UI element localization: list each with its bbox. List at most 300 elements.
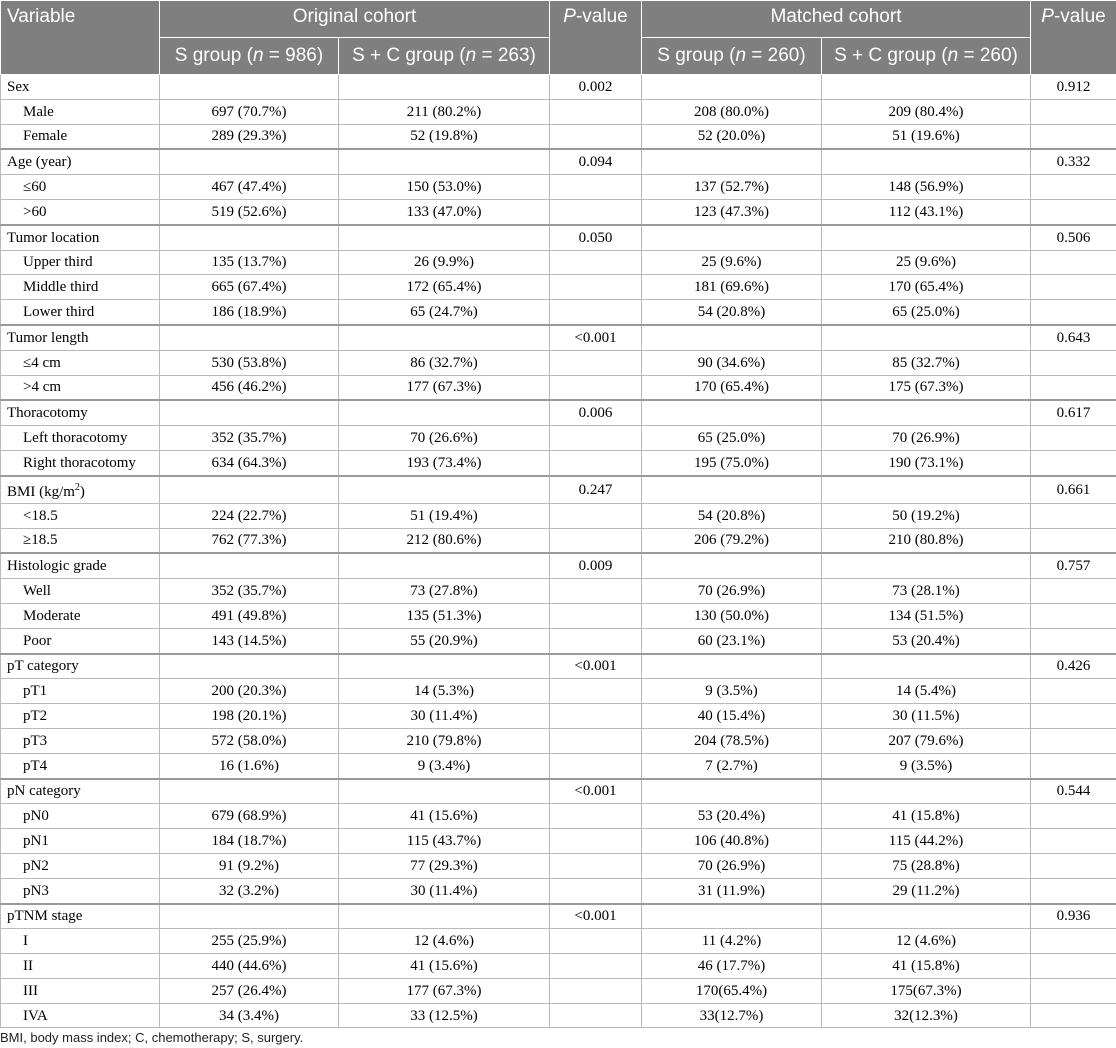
matched-s-cell: 123 (47.3%): [642, 199, 822, 224]
row-label: II: [1, 954, 160, 979]
original-s-cell: 289 (29.3%): [160, 124, 339, 149]
header-matched-cohort: Matched cohort: [642, 1, 1031, 38]
matched-s-cell: 33(12.7%): [642, 1003, 822, 1028]
original-sc-cell: [339, 400, 550, 425]
original-sc-cell: [339, 476, 550, 504]
row-label: Thoracotomy: [1, 400, 160, 425]
original-p-value: [550, 375, 642, 400]
matched-p-value: 0.936: [1031, 904, 1116, 929]
row-label: Male: [1, 99, 160, 124]
table-row: [1, 728, 1116, 753]
row-label: pT3: [1, 728, 160, 753]
row-label: IVA: [1, 1003, 160, 1028]
matched-s-cell: 25 (9.6%): [642, 250, 822, 275]
original-p-value: [550, 853, 642, 878]
matched-sc-cell: 9 (3.5%): [822, 753, 1031, 778]
matched-sc-cell: 32(12.3%): [822, 1003, 1031, 1028]
original-p-value: 0.009: [550, 553, 642, 578]
matched-s-cell: 130 (50.0%): [642, 603, 822, 628]
matched-sc-cell: [822, 779, 1031, 804]
original-p-value: [550, 728, 642, 753]
matched-sc-cell: 209 (80.4%): [822, 99, 1031, 124]
matched-p-value: [1031, 753, 1116, 778]
matched-s-cell: 70 (26.9%): [642, 579, 822, 604]
matched-sc-cell: 25 (9.6%): [822, 250, 1031, 275]
original-sc-cell: 55 (20.9%): [339, 628, 550, 653]
matched-s-cell: 65 (25.0%): [642, 426, 822, 451]
original-s-cell: 519 (52.6%): [160, 199, 339, 224]
header-p-value-original: P-value: [550, 1, 642, 75]
table-row: [1, 679, 1116, 704]
header-matched-s-group: S group (n = 260): [642, 38, 822, 75]
matched-p-value: [1031, 603, 1116, 628]
matched-p-value: [1031, 124, 1116, 149]
matched-s-cell: 204 (78.5%): [642, 728, 822, 753]
row-label: Poor: [1, 628, 160, 653]
matched-p-value: [1031, 250, 1116, 275]
matched-s-cell: 70 (26.9%): [642, 853, 822, 878]
original-sc-cell: [339, 225, 550, 250]
matched-s-cell: 106 (40.8%): [642, 829, 822, 854]
row-label: Lower third: [1, 300, 160, 325]
table-group-row: [1, 553, 1116, 578]
table-row: [1, 350, 1116, 375]
original-s-cell: [160, 476, 339, 504]
original-sc-cell: [339, 654, 550, 679]
matched-sc-cell: 73 (28.1%): [822, 579, 1031, 604]
matched-sc-cell: [822, 553, 1031, 578]
original-s-cell: 184 (18.7%): [160, 829, 339, 854]
table-body: [1, 75, 1116, 1028]
table-row: [1, 275, 1116, 300]
row-label: pT category: [1, 654, 160, 679]
matched-s-cell: 195 (75.0%): [642, 450, 822, 475]
original-p-value: [550, 250, 642, 275]
matched-sc-cell: 175(67.3%): [822, 978, 1031, 1003]
original-sc-cell: [339, 779, 550, 804]
matched-s-cell: [642, 325, 822, 350]
matched-sc-cell: 85 (32.7%): [822, 350, 1031, 375]
original-s-cell: 255 (25.9%): [160, 929, 339, 954]
original-p-value: [550, 704, 642, 729]
table-row: [1, 929, 1116, 954]
original-sc-cell: [339, 553, 550, 578]
matched-s-cell: 206 (79.2%): [642, 528, 822, 553]
original-sc-cell: 211 (80.2%): [339, 99, 550, 124]
matched-s-cell: 9 (3.5%): [642, 679, 822, 704]
original-p-value: [550, 1003, 642, 1028]
row-label: III: [1, 978, 160, 1003]
matched-p-value: [1031, 175, 1116, 200]
matched-s-cell: 170(65.4%): [642, 978, 822, 1003]
header-variable: Variable: [1, 1, 160, 75]
row-label: Female: [1, 124, 160, 149]
matched-s-cell: [642, 654, 822, 679]
row-label: Tumor length: [1, 325, 160, 350]
table-group-row: [1, 149, 1116, 174]
matched-p-value: 0.426: [1031, 654, 1116, 679]
original-p-value: [550, 426, 642, 451]
header-p-value-matched: P-value: [1031, 1, 1116, 75]
original-sc-cell: 41 (15.6%): [339, 954, 550, 979]
matched-p-value: 0.643: [1031, 325, 1116, 350]
original-p-value: <0.001: [550, 904, 642, 929]
table-group-row: [1, 476, 1116, 504]
row-label: Sex: [1, 75, 160, 100]
matched-p-value: [1031, 426, 1116, 451]
original-sc-cell: 26 (9.9%): [339, 250, 550, 275]
matched-s-cell: [642, 400, 822, 425]
matched-sc-cell: 30 (11.5%): [822, 704, 1031, 729]
table-row: [1, 124, 1116, 149]
row-label: pN category: [1, 779, 160, 804]
row-label: Age (year): [1, 149, 160, 174]
original-sc-cell: 177 (67.3%): [339, 375, 550, 400]
matched-s-cell: 40 (15.4%): [642, 704, 822, 729]
original-s-cell: 491 (49.8%): [160, 603, 339, 628]
header-original-sc-group: S + C group (n = 263): [339, 38, 550, 75]
table-row: [1, 978, 1116, 1003]
row-label: Moderate: [1, 603, 160, 628]
row-label: Upper third: [1, 250, 160, 275]
row-label: Histologic grade: [1, 553, 160, 578]
original-s-cell: [160, 904, 339, 929]
original-p-value: [550, 199, 642, 224]
matched-p-value: 0.617: [1031, 400, 1116, 425]
matched-s-cell: 90 (34.6%): [642, 350, 822, 375]
table-row: [1, 954, 1116, 979]
matched-sc-cell: 148 (56.9%): [822, 175, 1031, 200]
original-s-cell: 634 (64.3%): [160, 450, 339, 475]
matched-p-value: [1031, 878, 1116, 903]
matched-sc-cell: [822, 654, 1031, 679]
original-s-cell: [160, 553, 339, 578]
original-p-value: [550, 954, 642, 979]
row-label: >4 cm: [1, 375, 160, 400]
table-row: [1, 1003, 1116, 1028]
original-sc-cell: 30 (11.4%): [339, 878, 550, 903]
matched-p-value: 0.506: [1031, 225, 1116, 250]
matched-sc-cell: 134 (51.5%): [822, 603, 1031, 628]
matched-sc-cell: 51 (19.6%): [822, 124, 1031, 149]
original-s-cell: 665 (67.4%): [160, 275, 339, 300]
original-p-value: [550, 275, 642, 300]
original-s-cell: 352 (35.7%): [160, 426, 339, 451]
matched-s-cell: 137 (52.7%): [642, 175, 822, 200]
matched-p-value: [1031, 853, 1116, 878]
original-s-cell: 200 (20.3%): [160, 679, 339, 704]
matched-sc-cell: [822, 904, 1031, 929]
original-s-cell: [160, 779, 339, 804]
original-p-value: 0.002: [550, 75, 642, 100]
table-row: [1, 853, 1116, 878]
original-sc-cell: 77 (29.3%): [339, 853, 550, 878]
original-sc-cell: 135 (51.3%): [339, 603, 550, 628]
table-row: [1, 99, 1116, 124]
row-label: Middle third: [1, 275, 160, 300]
matched-sc-cell: [822, 75, 1031, 100]
matched-s-cell: [642, 225, 822, 250]
original-sc-cell: 41 (15.6%): [339, 804, 550, 829]
original-p-value: [550, 579, 642, 604]
row-label: pT1: [1, 679, 160, 704]
original-s-cell: 762 (77.3%): [160, 528, 339, 553]
row-label: pN1: [1, 829, 160, 854]
table-row: [1, 628, 1116, 653]
matched-sc-cell: 29 (11.2%): [822, 878, 1031, 903]
original-s-cell: [160, 225, 339, 250]
matched-s-cell: [642, 553, 822, 578]
original-sc-cell: [339, 75, 550, 100]
original-sc-cell: 210 (79.8%): [339, 728, 550, 753]
original-p-value: <0.001: [550, 654, 642, 679]
original-p-value: [550, 124, 642, 149]
matched-sc-cell: 190 (73.1%): [822, 450, 1031, 475]
row-label: BMI $(kg/m^2)$: [1, 476, 160, 504]
matched-p-value: 0.661: [1031, 476, 1116, 504]
original-p-value: [550, 978, 642, 1003]
matched-s-cell: [642, 779, 822, 804]
table-row: [1, 450, 1116, 475]
matched-s-cell: [642, 75, 822, 100]
original-p-value: 0.006: [550, 400, 642, 425]
matched-p-value: 0.912: [1031, 75, 1116, 100]
matched-sc-cell: 170 (65.4%): [822, 275, 1031, 300]
matched-s-cell: 31 (11.9%): [642, 878, 822, 903]
original-p-value: [550, 929, 642, 954]
table-group-row: [1, 779, 1116, 804]
original-s-cell: [160, 400, 339, 425]
table-group-row: [1, 904, 1116, 929]
matched-p-value: [1031, 929, 1116, 954]
table-footnote: BMI, body mass index; C, chemotherapy; S, surgery.: [0, 1030, 304, 1045]
original-s-cell: 186 (18.9%): [160, 300, 339, 325]
matched-p-value: [1031, 375, 1116, 400]
table-row: [1, 704, 1116, 729]
original-p-value: <0.001: [550, 325, 642, 350]
original-sc-cell: 70 (26.6%): [339, 426, 550, 451]
table-row: [1, 426, 1116, 451]
original-sc-cell: 33 (12.5%): [339, 1003, 550, 1028]
header-original-cohort: Original cohort: [160, 1, 550, 38]
matched-s-cell: 53 (20.4%): [642, 804, 822, 829]
matched-p-value: [1031, 1003, 1116, 1028]
row-label: pT2: [1, 704, 160, 729]
table-row: [1, 829, 1116, 854]
original-p-value: 0.050: [550, 225, 642, 250]
original-sc-cell: 212 (80.6%): [339, 528, 550, 553]
matched-sc-cell: 115 (44.2%): [822, 829, 1031, 854]
table-row: [1, 603, 1116, 628]
table-row: [1, 175, 1116, 200]
original-sc-cell: 30 (11.4%): [339, 704, 550, 729]
original-s-cell: 143 (14.5%): [160, 628, 339, 653]
matched-s-cell: [642, 476, 822, 504]
matched-sc-cell: 41 (15.8%): [822, 954, 1031, 979]
original-p-value: [550, 175, 642, 200]
original-p-value: [550, 300, 642, 325]
original-sc-cell: 73 (27.8%): [339, 579, 550, 604]
original-s-cell: [160, 75, 339, 100]
original-s-cell: [160, 654, 339, 679]
original-p-value: [550, 628, 642, 653]
original-s-cell: 530 (53.8%): [160, 350, 339, 375]
original-p-value: [550, 350, 642, 375]
row-label: Right thoracotomy: [1, 450, 160, 475]
matched-sc-cell: [822, 476, 1031, 504]
table-row: [1, 579, 1116, 604]
original-s-cell: 679 (68.9%): [160, 804, 339, 829]
matched-p-value: [1031, 99, 1116, 124]
row-label: pN0: [1, 804, 160, 829]
row-label: Tumor location: [1, 225, 160, 250]
original-sc-cell: 52 (19.8%): [339, 124, 550, 149]
row-label: I: [1, 929, 160, 954]
original-sc-cell: 115 (43.7%): [339, 829, 550, 854]
original-s-cell: 257 (26.4%): [160, 978, 339, 1003]
matched-s-cell: 7 (2.7%): [642, 753, 822, 778]
matched-p-value: [1031, 300, 1116, 325]
row-label: >60: [1, 199, 160, 224]
row-label: pTNM stage: [1, 904, 160, 929]
table-group-row: [1, 75, 1116, 100]
matched-p-value: 0.757: [1031, 553, 1116, 578]
original-sc-cell: 177 (67.3%): [339, 978, 550, 1003]
matched-sc-cell: 53 (20.4%): [822, 628, 1031, 653]
original-s-cell: 91 (9.2%): [160, 853, 339, 878]
table-group-row: [1, 400, 1116, 425]
matched-sc-cell: 207 (79.6%): [822, 728, 1031, 753]
matched-sc-cell: 70 (26.9%): [822, 426, 1031, 451]
original-p-value: [550, 679, 642, 704]
original-s-cell: 198 (20.1%): [160, 704, 339, 729]
matched-s-cell: 208 (80.0%): [642, 99, 822, 124]
table-row: [1, 503, 1116, 528]
original-s-cell: 352 (35.7%): [160, 579, 339, 604]
original-sc-cell: [339, 149, 550, 174]
matched-p-value: [1031, 503, 1116, 528]
original-s-cell: [160, 325, 339, 350]
matched-s-cell: 60 (23.1%): [642, 628, 822, 653]
original-sc-cell: [339, 325, 550, 350]
original-s-cell: 16 (1.6%): [160, 753, 339, 778]
matched-p-value: [1031, 829, 1116, 854]
original-s-cell: 135 (13.7%): [160, 250, 339, 275]
table-group-row: [1, 325, 1116, 350]
matched-p-value: [1031, 579, 1116, 604]
matched-s-cell: 181 (69.6%): [642, 275, 822, 300]
original-p-value: [550, 753, 642, 778]
table-row: [1, 250, 1116, 275]
table-row: [1, 375, 1116, 400]
original-p-value: 0.247: [550, 476, 642, 504]
original-p-value: [550, 804, 642, 829]
original-sc-cell: 150 (53.0%): [339, 175, 550, 200]
matched-sc-cell: [822, 400, 1031, 425]
matched-sc-cell: 210 (80.8%): [822, 528, 1031, 553]
matched-p-value: [1031, 275, 1116, 300]
matched-s-cell: 11 (4.2%): [642, 929, 822, 954]
matched-sc-cell: 112 (43.1%): [822, 199, 1031, 224]
original-s-cell: 467 (47.4%): [160, 175, 339, 200]
table-row: [1, 804, 1116, 829]
row-label: ≥18.5: [1, 528, 160, 553]
matched-s-cell: 52 (20.0%): [642, 124, 822, 149]
table-row: [1, 878, 1116, 903]
matched-sc-cell: 12 (4.6%): [822, 929, 1031, 954]
original-s-cell: 440 (44.6%): [160, 954, 339, 979]
original-p-value: [550, 878, 642, 903]
original-s-cell: [160, 149, 339, 174]
table-row: [1, 528, 1116, 553]
original-s-cell: 572 (58.0%): [160, 728, 339, 753]
matched-sc-cell: [822, 225, 1031, 250]
row-label: ≤4 cm: [1, 350, 160, 375]
original-p-value: [550, 603, 642, 628]
header-matched-sc-group: S + C group (n = 260): [822, 38, 1031, 75]
table-row: [1, 300, 1116, 325]
matched-p-value: [1031, 528, 1116, 553]
matched-sc-cell: [822, 325, 1031, 350]
original-p-value: [550, 503, 642, 528]
original-p-value: 0.094: [550, 149, 642, 174]
table-header: [1, 1, 1116, 75]
row-label: Well: [1, 579, 160, 604]
row-label: pT4: [1, 753, 160, 778]
matched-p-value: [1031, 954, 1116, 979]
original-p-value: <0.001: [550, 779, 642, 804]
matched-sc-cell: 65 (25.0%): [822, 300, 1031, 325]
matched-p-value: [1031, 350, 1116, 375]
original-p-value: [550, 528, 642, 553]
matched-s-cell: 54 (20.8%): [642, 503, 822, 528]
original-sc-cell: 14 (5.3%): [339, 679, 550, 704]
matched-sc-cell: 14 (5.4%): [822, 679, 1031, 704]
table-row: [1, 753, 1116, 778]
matched-p-value: [1031, 804, 1116, 829]
original-sc-cell: 12 (4.6%): [339, 929, 550, 954]
original-s-cell: 456 (46.2%): [160, 375, 339, 400]
matched-p-value: [1031, 628, 1116, 653]
matched-sc-cell: 50 (19.2%): [822, 503, 1031, 528]
original-p-value: [550, 99, 642, 124]
matched-sc-cell: 41 (15.8%): [822, 804, 1031, 829]
original-sc-cell: 65 (24.7%): [339, 300, 550, 325]
matched-sc-cell: 75 (28.8%): [822, 853, 1031, 878]
matched-s-cell: 46 (17.7%): [642, 954, 822, 979]
original-s-cell: 32 (3.2%): [160, 878, 339, 903]
original-p-value: [550, 829, 642, 854]
original-sc-cell: [339, 904, 550, 929]
matched-p-value: [1031, 978, 1116, 1003]
matched-s-cell: [642, 149, 822, 174]
original-p-value: [550, 450, 642, 475]
row-label: Left thoracotomy: [1, 426, 160, 451]
matched-sc-cell: 175 (67.3%): [822, 375, 1031, 400]
matched-p-value: [1031, 679, 1116, 704]
matched-p-value: 0.544: [1031, 779, 1116, 804]
original-s-cell: 34 (3.4%): [160, 1003, 339, 1028]
table-group-row: [1, 654, 1116, 679]
matched-sc-cell: [822, 149, 1031, 174]
original-sc-cell: 172 (65.4%): [339, 275, 550, 300]
header-original-s-group: S group (n = 986): [160, 38, 339, 75]
original-sc-cell: 86 (32.7%): [339, 350, 550, 375]
matched-p-value: 0.332: [1031, 149, 1116, 174]
row-label: pN3: [1, 878, 160, 903]
matched-s-cell: [642, 904, 822, 929]
matched-s-cell: 170 (65.4%): [642, 375, 822, 400]
